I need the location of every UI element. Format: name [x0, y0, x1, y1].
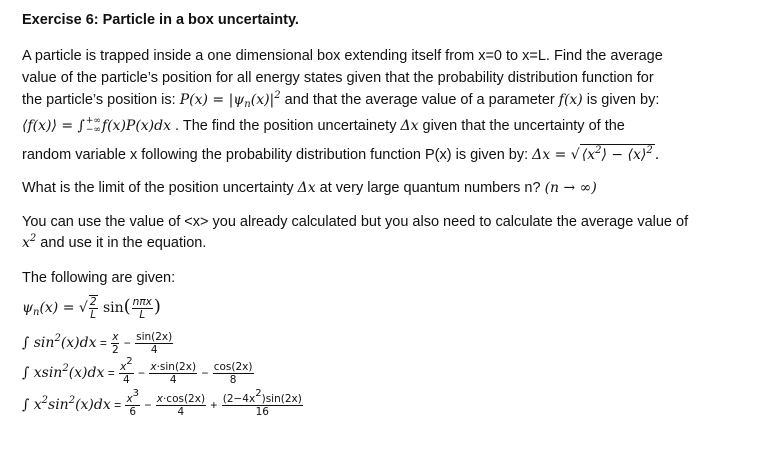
- paragraph-line-5: [22, 144, 659, 165]
- integral-2-equation: ∫ xsin$^2$(x)dx = $\frac{x^2}{4}$ − $\frac{x\cdot\sin(2x)}{4}$ − $\frac{\cos(2x)}{8}$: [22, 356, 253, 387]
- line3-text: the particle’s position is:: [22, 92, 180, 108]
- paragraph-line-4: [22, 116, 625, 136]
- uncertainty-formula: Δx = √ $⟨x^2⟩$ − ⟨x⟩$^2$ .: [532, 145, 660, 163]
- given-label: The following are given:: [22, 270, 176, 286]
- exercise-title: Exercise 6: Particle in a box uncertainty.: [22, 12, 299, 28]
- integral-3-equation: ∫ $x^2\sin^2(x)dx$ = $\frac{x^3}{6}$ − $\frac{x\cdot\cos(2x)}{4}$ + $\frac{(2-4x^2)\sin(2x)}{16}$: [22, 388, 302, 419]
- paragraph-line-2: value of the particle’s position for all energy states given that the probability distribution function for: [22, 70, 654, 86]
- question-limit: (n → ∞): [544, 180, 597, 196]
- fx-symbol: f(x): [558, 92, 583, 108]
- line3-end: is given by:: [582, 92, 660, 108]
- paragraph-line-1: A particle is trapped inside a one dimensional box extending itself from x=0 to x=L. Find the average: [22, 48, 663, 64]
- hint-line-2: [22, 233, 206, 253]
- integral-1-equation: ∫ $\sin^2(x)dx$ = $\frac{x}{2}$ − $\frac{\sin(2x)}{4}$: [22, 331, 173, 357]
- question-line: [22, 178, 597, 198]
- wavefunction-equation: $\psi_n(x)$ = √ $\frac{2}{L}$ sin( $\frac{\text{nπx}}{L}$ ): [22, 295, 161, 322]
- question-text: What is the limit of the position uncertainty: [22, 180, 298, 196]
- paragraph-line-3: [22, 90, 659, 110]
- line5-text: random variable x following the probability distribution function P(x) is given by:: [22, 147, 533, 163]
- hint-line-2-text: and use it in the equation.: [36, 235, 207, 251]
- line3-tail: and that the average value of a parameter: [280, 92, 559, 108]
- line4-end: given that the uncertainty of the: [418, 118, 625, 134]
- question-delta-x: Δx: [297, 180, 316, 196]
- question-mid: at very large quantum numbers n?: [315, 180, 545, 196]
- delta-x-symbol: Δx: [400, 118, 419, 134]
- average-formula: ⟨f(x)⟩ = ∫ +∞ −∞ f(x)P(x)dx: [22, 116, 172, 135]
- hint-line-1: You can use the value of <x> you already calculated but you also need to calculate the average value of: [22, 214, 689, 230]
- line4-text: . The find the position uncertainety: [171, 118, 401, 134]
- probability-formula: $P(x) = |\psi_n(x)|^2$: [179, 90, 281, 110]
- x-squared-symbol: $x^2$: [22, 233, 37, 251]
